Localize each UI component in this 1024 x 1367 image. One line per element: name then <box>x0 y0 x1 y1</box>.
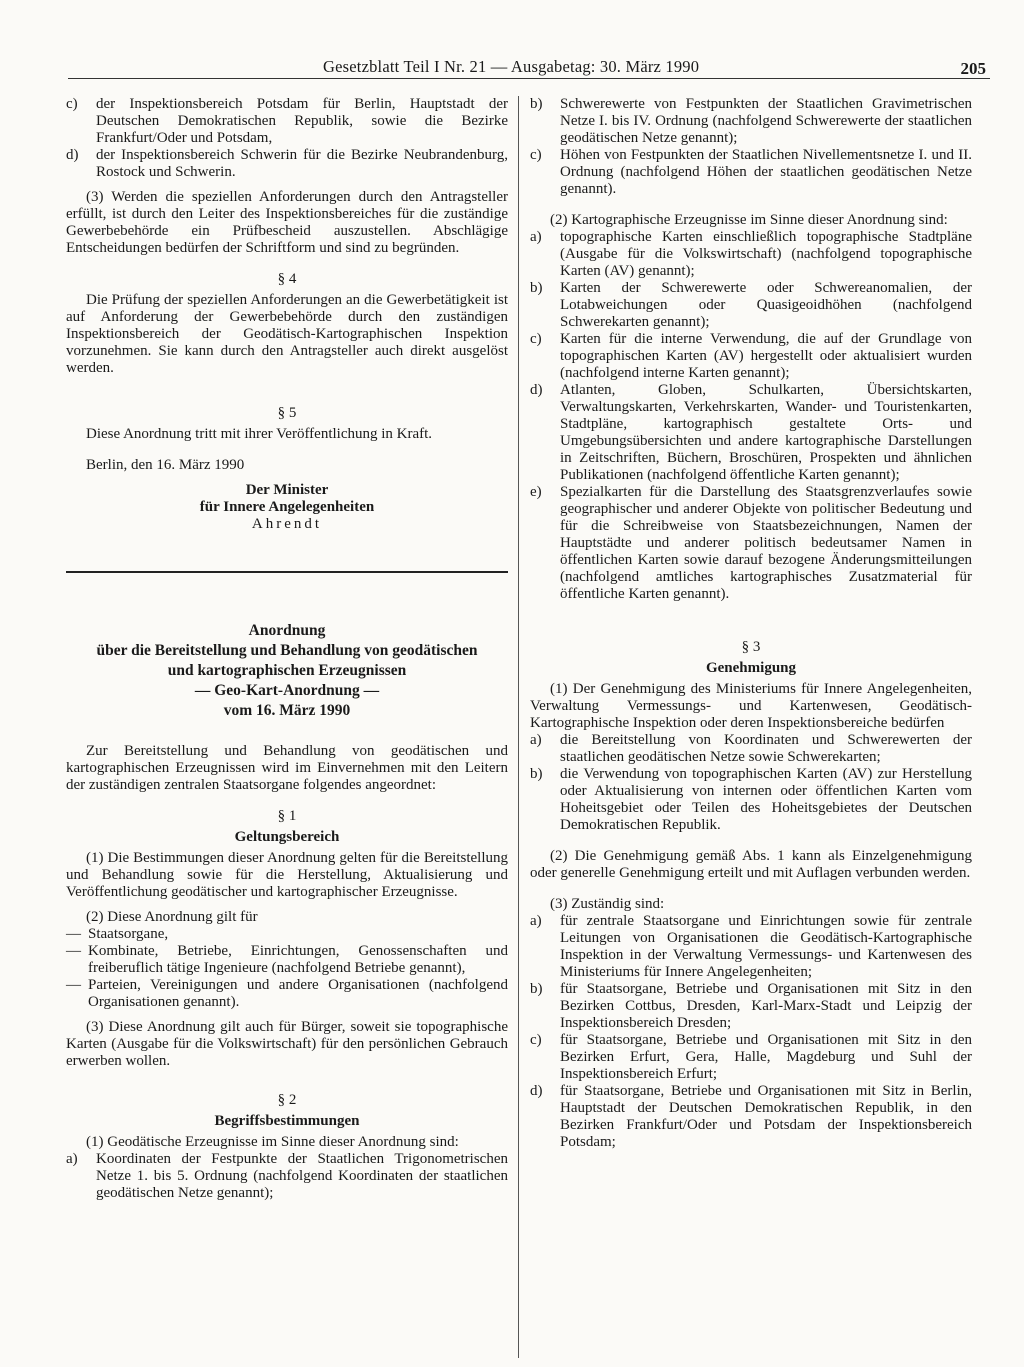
paragraph: Die Prüfung der speziellen Anforderungen an die Gewerbetätigkeit ist auf Anforderung der Gewerbebehörde durch den zuständigen Inspektionsbereich der Geodätisch-Kartographischen Inspektion vorzunehmen. Sie kann durch den Antragsteller auch direkt ausgelöst werden. <box>66 292 508 376</box>
section-title: Begriffsbestimmungen <box>214 1113 360 1129</box>
paragraph: (1) Der Genehmigung des Ministeriums für Innere Angelegenheiten, Verwaltung Vermessungs- und Kartenwesen, Geodätisch-Kartographische Inspektion oder deren Inspektionsbereiche bedürfen <box>530 681 972 731</box>
document-title: Anordnung <box>248 622 326 639</box>
header-rule <box>68 78 990 79</box>
list-item: c) Höhen von Festpunkten der Staatlichen Nivellementsnetze I. und II. Ordnung (nachfolgend Höhen der staatlichen geodätischen Netze genannt). <box>530 147 972 197</box>
paragraph: (2) Die Genehmigung gemäß Abs. 1 kann als Einzelgenehmigung oder generelle Genehmigung erteilt und mit Auflagen verbunden werden. <box>530 848 972 881</box>
list-item: a) topographische Karten einschließlich topographische Stadtpläne (Ausgabe für die Volkswirtschaft) (nachfolgend topographische Karten (AV) genannt); <box>530 229 972 279</box>
right-column <box>530 96 972 1151</box>
paragraph: Diese Anordnung tritt mit ihrer Veröffentlichung in Kraft. <box>86 426 433 442</box>
section-title: Geltungsbereich <box>234 829 340 845</box>
document-title: über die Bereitstellung und Behandlung von geodätischen <box>96 642 478 659</box>
gazette-header-title: Gesetzblatt Teil I Nr. 21 — Ausgabetag: 30. März 1990 <box>323 57 700 76</box>
list-item: d) der Inspektionsbereich Schwerin für die Bezirke Neubrandenburg, Rostock und Schwerin. <box>66 147 508 180</box>
paragraph: (2) Kartographische Erzeugnisse im Sinne dieser Anordnung sind: <box>550 212 948 228</box>
document-subtitle: — Geo-Kart-Anordnung — <box>194 682 380 699</box>
list-item: c) Karten für die interne Verwendung, die auf der Grundlage von topographischen Karten (AV) hergestellt oder aktualisiert wurden (nachfolgend interne Karten genannt); <box>530 331 972 381</box>
signer-title: Der Minister <box>245 482 329 498</box>
document-date: vom 16. März 1990 <box>223 702 351 719</box>
left-column <box>66 96 508 1202</box>
list-item: c) für Staatsorgane, Betriebe und Organisationen mit Sitz in den Bezirken Erfurt, Gera, Halle, Magdeburg und Suhl der Inspektionsbereich Erfurt; <box>530 1032 972 1082</box>
preamble: Zur Bereitstellung und Behandlung von geodätischen und kartographischen Erzeugnissen wird im Einvernehmen mit den Leitern der zuständigen zentralen Staatsorgane folgendes angeordnet: <box>66 743 508 793</box>
section-title: Genehmigung <box>705 660 796 676</box>
list-item: e) Spezialkarten für die Darstellung des Staatsgrenzverlaufes sowie geographischer und anderer Objekte von politischer Bedeutung und für die Schreibweise von Staatsbezeichnungen, Namen der Hauptstädte und anderer politisch bedeutsamer Namen in öffentlichen Karten sowie darauf bezogene Änderungsmitteilungen (nachfolgend amtliches kartographisches Zusatzmaterial für öffentliche Karten genannt). <box>530 484 972 602</box>
list-item: — Parteien, Vereinigungen und andere Organisationen (nachfolgend Organisationen genannt). <box>66 977 508 1010</box>
list-item: b) Karten der Schwerewerte oder Schwereanomalien, der Lotabweichungen oder Quasigeoidhöhen (nachfolgend Schwerekarten genannt); <box>530 280 972 330</box>
list-item: a) die Bereitstellung von Koordinaten und Schwerewerten der staatlichen geodätischen Netze sowie Schwerekarten; <box>530 732 972 765</box>
section-heading: § 5 <box>277 405 297 421</box>
list-item: d) Atlanten, Globen, Schulkarten, Übersichtskarten, Verwaltungskarten, Verkehrskarten, Wander- und Touristenkarten, Stadtpläne, kartographisch gestaltete Orts- und Umgebungsübersichten und andere kartographische Darstellungen in Zeitschriften, Büchern, Broschüren, Prospekten und ähnlichen Publikationen (nachfolgend öffentliche Karten genannt); <box>530 382 972 483</box>
paragraph: (3) Diese Anordnung gilt auch für Bürger, soweit sie topographische Karten (Ausgabe für die Volkswirtschaft) für den persönlichen Gebrauch erwerben wollen. <box>66 1019 508 1069</box>
list-item: b) Schwerewerte von Festpunkten der Staatlichen Gravimetrischen Netze I. bis IV. Ordnung (nachfolgend Schwerewerte der staatlichen geodätischen Netze genannt); <box>530 96 972 146</box>
list-item: d) für Staatsorgane, Betriebe und Organisationen mit Sitz in Berlin, Hauptstadt der Deutschen Demokratischen Republik, in den Bezirken Frankfurt/Oder und Potsdam der Inspektionsbereich Potsdam; <box>530 1083 972 1150</box>
list-item: — Kombinate, Betriebe, Einrichtungen, Genossenschaften und freiberuflich tätige Ingenieure (nachfolgend Betriebe genannt), <box>66 943 508 976</box>
paragraph: (3) Werden die speziellen Anforderungen durch den Antragsteller erfüllt, ist durch den Leiter des Inspektionsbereiches für die zuständige Gewerbebehörde ein Prüfbescheid auszustellen. Abschlägige Entscheidungen bedürfen der Schriftform und sind zu begründen. <box>66 189 508 256</box>
list-item: a) für zentrale Staatsorgane und Einrichtungen sowie für zentrale Leitungen von Organisationen die Geodätisch-Kartographische Inspektion in der Verwaltung Vermessungs- und Kartenwesen des Ministeriums für Innere Angelegenheiten; <box>530 913 972 980</box>
column-divider <box>518 96 519 1358</box>
signer-title: für Innere Angelegenheiten <box>199 499 375 515</box>
list-item: b) die Verwendung von topographischen Karten (AV) zur Herstellung oder Aktualisierung von internen oder öffentlichen Karten vom Hoheitsgebiet oder Teilen des Hoheitsgebietes der Deutschen Demokratischen Republik. <box>530 766 972 833</box>
list-item: — Staatsorgane, <box>66 926 169 942</box>
page-header <box>68 58 990 80</box>
list-item: a) Koordinaten der Festpunkte der Staatlichen Trigonometrischen Netze 1. bis 5. Ordnung (nachfolgend Koordinaten der staatlichen geodätischen Netze genannt); <box>66 1151 508 1201</box>
section-heading: § 1 <box>277 808 297 824</box>
section-heading: § 4 <box>277 271 297 287</box>
section-heading: § 3 <box>741 639 761 655</box>
paragraph: (1) Geodätische Erzeugnisse im Sinne dieser Anordnung sind: <box>86 1134 459 1150</box>
paragraph: (3) Zuständig sind: <box>550 896 665 912</box>
paragraph: (2) Diese Anordnung gilt für <box>86 909 258 925</box>
signer-name: Ahrendt <box>251 516 323 532</box>
paragraph: (1) Die Bestimmungen dieser Anordnung gelten für die Bereitstellung und Behandlung sowie für die Herstellung, Aktualisierung und Veröffentlichung geodätischer und kartographischer Erzeugnisse. <box>66 850 508 900</box>
document-title: und kartographischen Erzeugnissen <box>167 662 407 679</box>
list-item: b) für Staatsorgane, Betriebe und Organisationen mit Sitz in den Bezirken Cottbus, Dresden, Karl-Marx-Stadt und Leipzig der Inspektionsbereich Dresden; <box>530 981 972 1031</box>
list-item: c) der Inspektionsbereich Potsdam für Berlin, Hauptstadt der Deutschen Demokratischen Republik, sowie die Bezirke Frankfurt/Oder und Potsdam, <box>66 96 508 146</box>
place-date: Berlin, den 16. März 1990 <box>86 457 245 473</box>
page-number: 205 <box>960 59 986 78</box>
section-heading: § 2 <box>277 1092 297 1108</box>
